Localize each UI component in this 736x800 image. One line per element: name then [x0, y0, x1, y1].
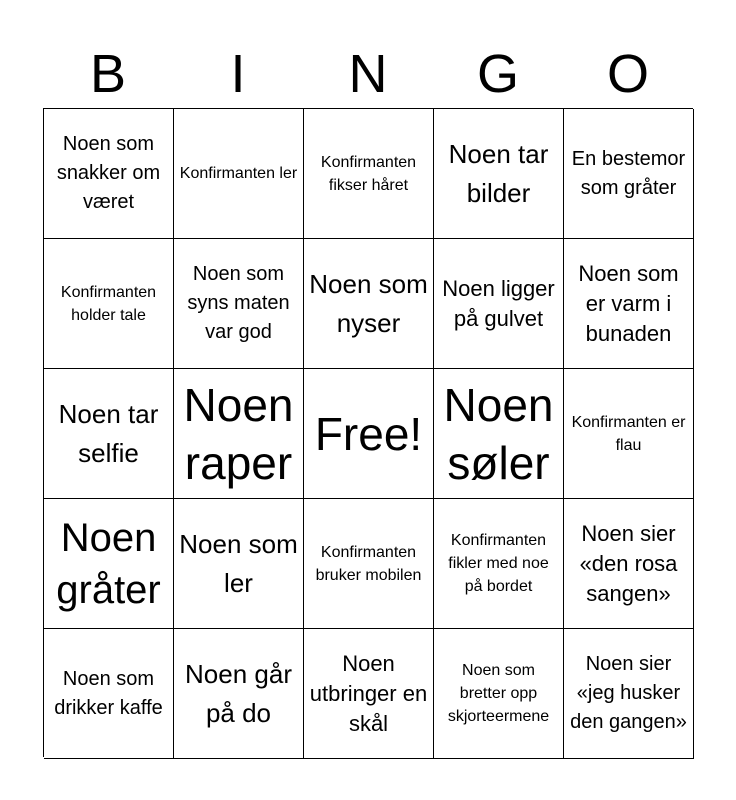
header-letter-b: B [89, 44, 127, 104]
bingo-cell-r2c1[interactable] [44, 239, 174, 369]
bingo-cell-r4c3[interactable] [304, 499, 434, 629]
cell-text: Noen sier «jeg husker den gangen» [570, 653, 687, 733]
bingo-grid [43, 108, 693, 757]
cell-text: Noen tar bilder [448, 138, 549, 208]
bingo-cell-r2c4[interactable] [434, 239, 564, 369]
cell-text: Noen som er varm i bunaden [578, 260, 679, 346]
cell-text: Konfirmanten ler [179, 165, 298, 182]
bingo-cell-r4c5[interactable] [564, 499, 694, 629]
cell-text: Noen sier «den rosa sangen» [579, 520, 678, 606]
cell-text: Noen går på do [185, 658, 292, 728]
cell-text: En bestemor som gråter [571, 147, 686, 199]
cell-text: Noen tar selfie [58, 398, 159, 468]
cell-text: Konfirmanten holder tale [60, 283, 157, 324]
header-letter-g: G [476, 44, 519, 104]
header-letter-o: O [606, 44, 649, 104]
bingo-cell-r4c4[interactable] [434, 499, 564, 629]
bingo-cell-r1c4[interactable] [434, 109, 564, 239]
cell-text: Noen som ler [179, 528, 298, 598]
bingo-cell-r4c1[interactable] [44, 499, 174, 629]
cell-text: Noen som nyser [309, 268, 428, 338]
cell-text: Noen som snakker om været [56, 133, 161, 213]
bingo-cell-r2c3[interactable] [304, 239, 434, 369]
bingo-cell-r4c2[interactable] [174, 499, 304, 629]
bingo-cell-free[interactable] [304, 369, 434, 499]
cell-text: Konfirmanten bruker mobilen [315, 543, 422, 584]
bingo-cell-r1c2[interactable] [174, 109, 304, 239]
bingo-cell-r1c1[interactable] [44, 109, 174, 239]
bingo-cell-r1c5[interactable] [564, 109, 694, 239]
cell-text: Konfirmanten fikler med noe på bordet [448, 532, 549, 595]
bingo-cell-r2c5[interactable] [564, 239, 694, 369]
bingo-cell-r3c5[interactable] [564, 369, 694, 499]
bingo-cell-r1c3[interactable] [304, 109, 434, 239]
bingo-cell-r3c1[interactable] [44, 369, 174, 499]
bingo-header [43, 40, 693, 108]
cell-text: Noen ligger på gulvet [442, 275, 555, 331]
header-letter-n: N [348, 44, 388, 104]
free-space-text: Free! [314, 407, 423, 460]
bingo-cell-r3c2[interactable] [174, 369, 304, 499]
cell-text: Noen som syns maten var god [187, 263, 290, 343]
cell-text: Noen som bretter opp skjorteermene [447, 662, 550, 725]
cell-text: Noen raper [183, 378, 294, 489]
bingo-cell-r5c3[interactable] [304, 629, 434, 759]
header-letter-i: I [230, 44, 246, 104]
bingo-cell-r2c2[interactable] [174, 239, 304, 369]
cell-text: Konfirmanten fikser håret [320, 153, 417, 194]
bingo-cell-r5c4[interactable] [434, 629, 564, 759]
cell-text: Noen søler [443, 378, 554, 489]
cell-text: Noen utbringer en skål [309, 650, 428, 736]
bingo-cell-r5c1[interactable] [44, 629, 174, 759]
cell-text: Konfirmanten er flau [571, 413, 686, 454]
cell-text: Noen som drikker kaffe [54, 667, 163, 719]
cell-text: Noen gråter [56, 515, 161, 612]
bingo-cell-r3c4[interactable] [434, 369, 564, 499]
bingo-cell-r5c5[interactable] [564, 629, 694, 759]
bingo-cell-r5c2[interactable] [174, 629, 304, 759]
